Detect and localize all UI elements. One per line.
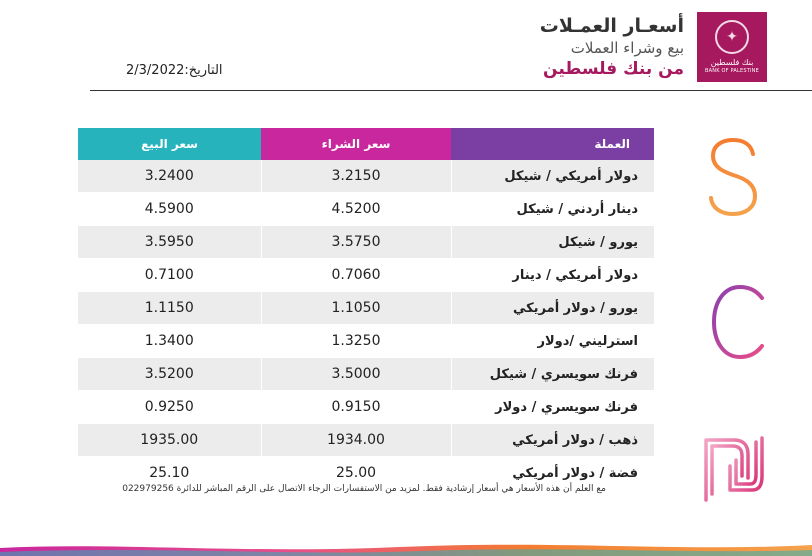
header-divider (90, 90, 812, 91)
table-row (78, 226, 654, 259)
buy-cell: 3.2150 (261, 160, 451, 193)
header-sell: سعر البيع (78, 128, 261, 160)
date-value: 2/3/2022 (126, 63, 185, 78)
currency-cell: يورو / دولار أمريكي (451, 292, 654, 325)
logo-name-en: BANK OF PALESTINE (705, 68, 759, 74)
page-title: أسعـار العمـلات (539, 15, 684, 37)
currency-cell: فضة / دولار أمريكي (451, 457, 654, 490)
date-label: التاريخ: (184, 63, 223, 78)
buy-cell: 1.3250 (261, 325, 451, 358)
table-row (78, 160, 654, 193)
seal-icon: ✦ (715, 20, 749, 54)
sell-cell: 4.5900 (78, 193, 261, 226)
table-row (78, 325, 654, 358)
rates-table (78, 128, 654, 490)
sell-cell: 0.7100 (78, 259, 261, 292)
sell-cell: 0.9250 (78, 391, 261, 424)
sell-cell: 3.2400 (78, 160, 261, 193)
table-row (78, 259, 654, 292)
page-subtitle: بيع وشراء العملات (570, 39, 684, 57)
currency-cell: دولار أمريكي / دينار (451, 259, 654, 292)
currency-cell: فرنك سويسري / دولار (451, 391, 654, 424)
sell-cell: 3.5950 (78, 226, 261, 259)
disclaimer-note: مع العلم أن هذه الأسعار هي أسعار إرشادية فقط. لمزيد من الاستفسارات الرجاء الاتصال على الرقم المباشر للدائرة 022979256 (122, 484, 606, 494)
buy-cell: 3.5750 (261, 226, 451, 259)
euro-icon (700, 282, 770, 362)
bank-logo (697, 12, 767, 82)
footer-wave-band (0, 540, 812, 556)
header-buy: سعر الشراء (261, 128, 451, 160)
title-block (540, 14, 684, 80)
sell-cell: 3.5200 (78, 358, 261, 391)
header (0, 0, 812, 92)
currency-cell: دولار أمريكي / شيكل (451, 160, 654, 193)
sell-cell: 25.10 (78, 457, 261, 490)
header-currency: العملة (451, 128, 654, 160)
currency-cell: استرليني /دولار (451, 325, 654, 358)
currency-cell: دينار أردني / شيكل (451, 193, 654, 226)
logo-name-ar: بنك فلسطين (710, 58, 754, 67)
currency-cell: يورو / شيكل (451, 226, 654, 259)
currency-cell: ذهب / دولار أمريكي (451, 424, 654, 457)
buy-cell: 0.7060 (261, 259, 451, 292)
sell-cell: 1935.00 (78, 424, 261, 457)
buy-cell: 4.5200 (261, 193, 451, 226)
currency-cell: فرنك سويسري / شيكل (451, 358, 654, 391)
table-row (78, 193, 654, 226)
date-line (126, 63, 223, 78)
table-row (78, 424, 654, 457)
buy-cell: 0.9150 (261, 391, 451, 424)
dollar-icon (703, 128, 763, 228)
buy-cell: 25.00 (261, 457, 451, 490)
table-row (78, 358, 654, 391)
table-row (78, 391, 654, 424)
table-row (78, 292, 654, 325)
buy-cell: 1.1050 (261, 292, 451, 325)
sell-cell: 1.3400 (78, 325, 261, 358)
sell-cell: 1.1150 (78, 292, 261, 325)
table-header-row (78, 128, 654, 160)
buy-cell: 3.5000 (261, 358, 451, 391)
bank-tagline: من بنك فلسطين (543, 59, 684, 79)
buy-cell: 1934.00 (261, 424, 451, 457)
shekel-icon (700, 432, 768, 504)
